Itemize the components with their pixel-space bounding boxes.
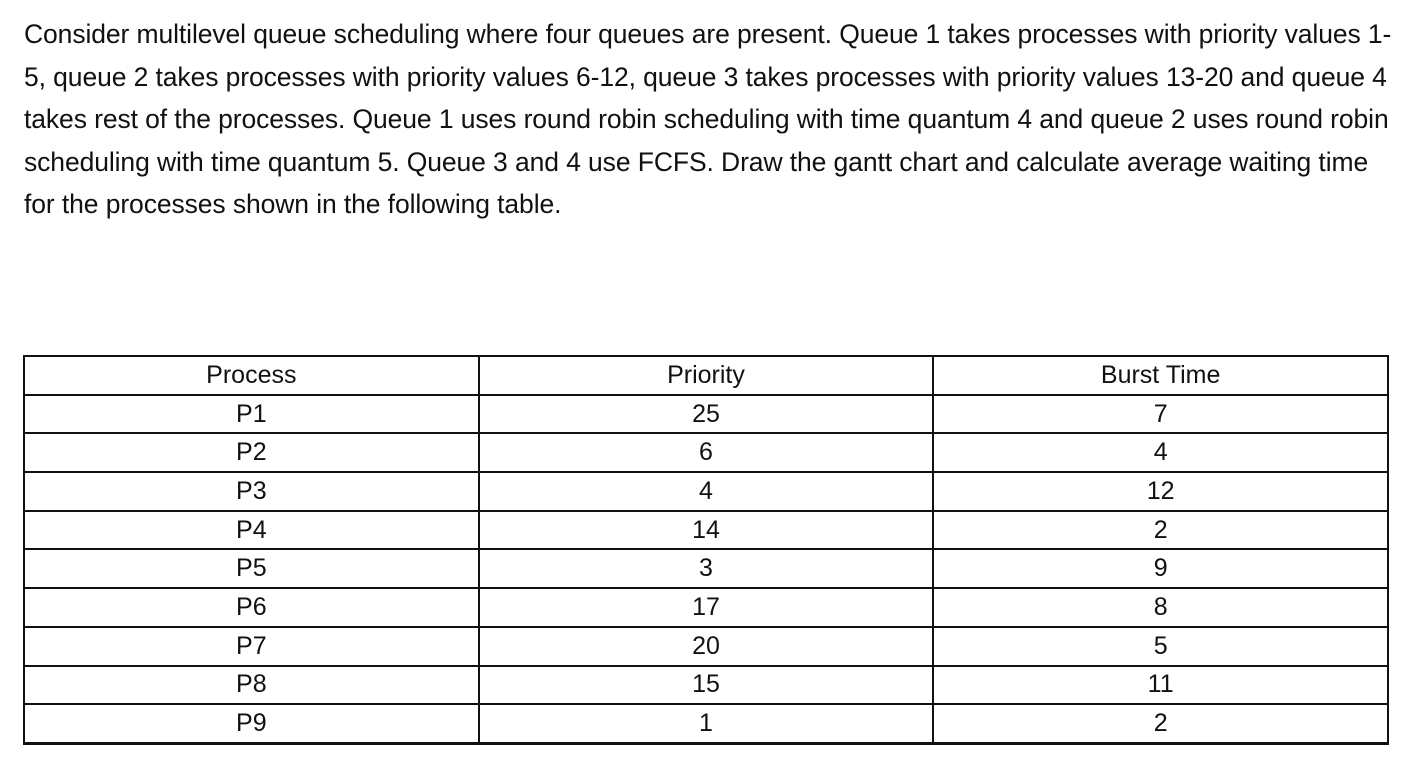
cell-process: P2 (24, 433, 479, 472)
cell-priority: 25 (479, 395, 934, 434)
cell-burst-time: 2 (933, 511, 1388, 550)
cell-process: P9 (24, 704, 479, 743)
cell-process: P8 (24, 666, 479, 705)
cell-priority: 4 (479, 472, 934, 511)
cell-priority: 14 (479, 511, 934, 550)
cell-process: P4 (24, 511, 479, 550)
table-header-row (24, 356, 1388, 395)
cell-priority: 17 (479, 588, 934, 627)
header-process: Process (24, 356, 479, 395)
cell-process: P1 (24, 395, 479, 434)
table-row (24, 433, 1388, 472)
cell-priority: 6 (479, 433, 934, 472)
cell-process: P3 (24, 472, 479, 511)
question-text: Consider multilevel queue scheduling where four queues are present. Queue 1 takes processes with priority values 1-5, queue 2 takes processes with priority values 6-12, queue 3 takes processes with priority values 13-20 and queue 4 takes rest of the processes. Queue 1 uses round robin scheduling with time quantum 4 and queue 2 uses round robin scheduling with time quantum 5. Queue 3 and 4 use FCFS. Draw the gantt chart and calculate average waiting time for the processes shown in the following table. (24, 19, 1392, 219)
table-row (24, 704, 1388, 743)
table-row (24, 666, 1388, 705)
cell-priority: 15 (479, 666, 934, 705)
table-row (24, 472, 1388, 511)
table-row (24, 627, 1388, 666)
process-table (23, 355, 1389, 745)
table-row (24, 511, 1388, 550)
cell-burst-time: 4 (933, 433, 1388, 472)
cell-burst-time: 12 (933, 472, 1388, 511)
cell-burst-time: 5 (933, 627, 1388, 666)
cell-burst-time: 11 (933, 666, 1388, 705)
cell-priority: 20 (479, 627, 934, 666)
table-row (24, 395, 1388, 434)
cell-burst-time: 9 (933, 549, 1388, 588)
header-burst-time: Burst Time (933, 356, 1388, 395)
cell-process: P6 (24, 588, 479, 627)
table-row (24, 549, 1388, 588)
cell-priority: 3 (479, 549, 934, 588)
table-body (24, 395, 1388, 744)
cell-process: P7 (24, 627, 479, 666)
cell-priority: 1 (479, 704, 934, 743)
cell-burst-time: 8 (933, 588, 1388, 627)
cell-burst-time: 2 (933, 704, 1388, 743)
cell-process: P5 (24, 549, 479, 588)
header-priority: Priority (479, 356, 934, 395)
cell-burst-time: 7 (933, 395, 1388, 434)
table-row (24, 588, 1388, 627)
